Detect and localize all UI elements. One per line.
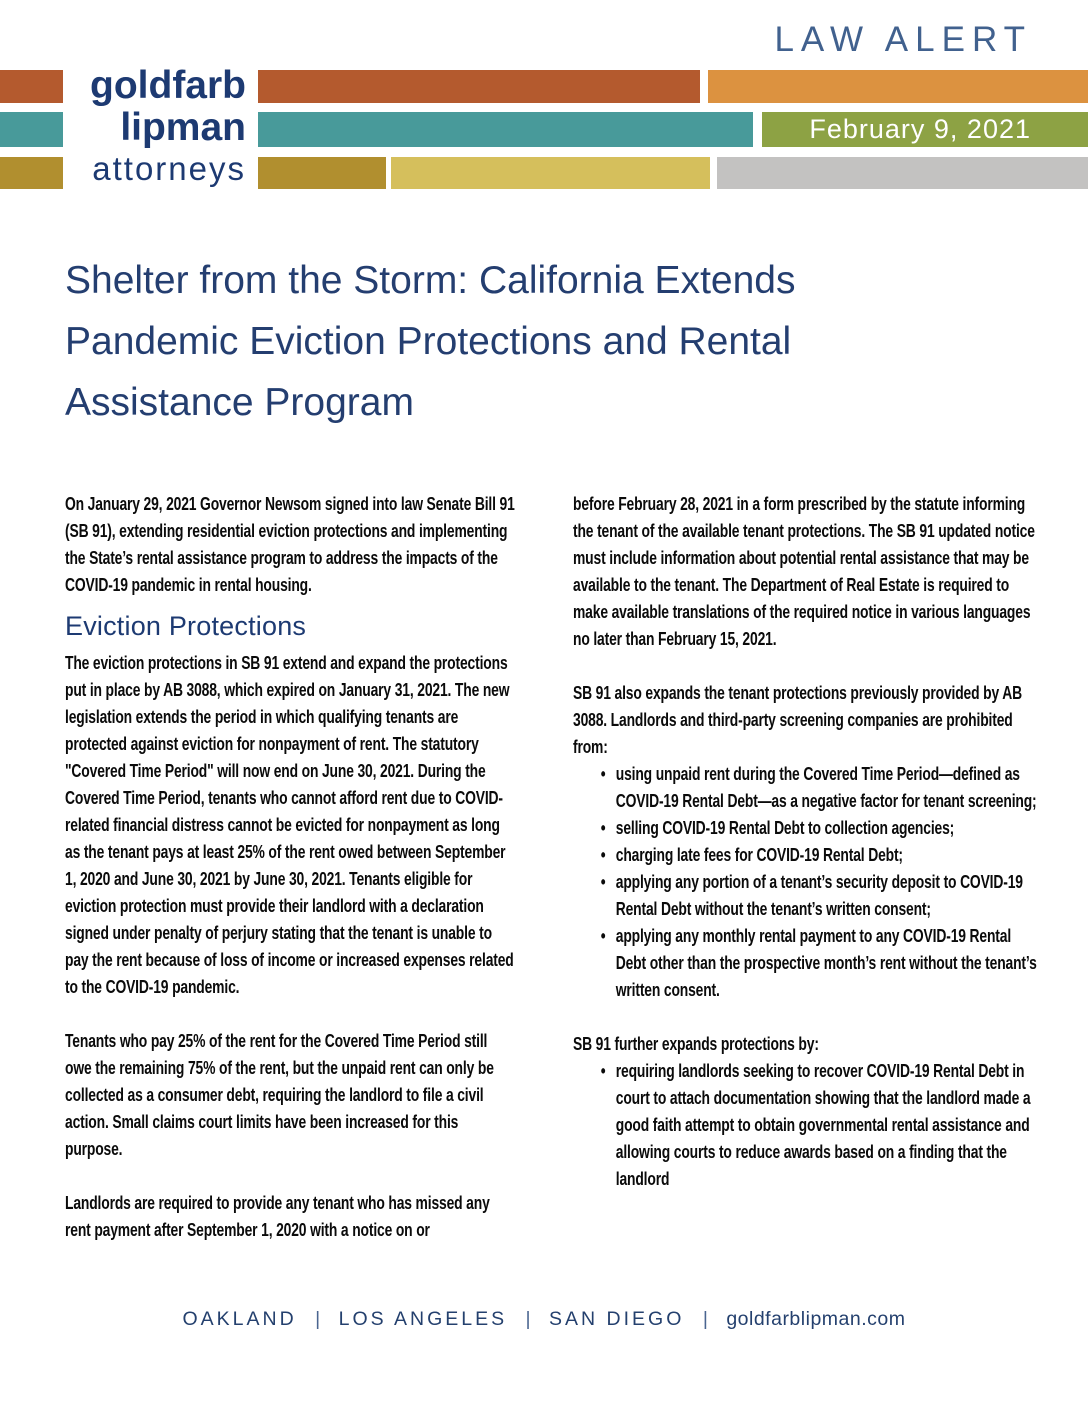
landlords-notice-paragraph: Landlords are required to provide any tenant who has missed any rent payment after September 1, 2020 with a notice on or [65, 1192, 490, 1240]
prohibited-actions-list [573, 760, 1038, 1003]
list-item: • applying any monthly rental payment to any COVID-19 Rental Debt other than the prospective month’s rent without the tenant’s written consent. [616, 922, 1038, 1003]
masthead-bar-olive-date [762, 112, 1088, 147]
issue-date: February 9, 2021 [809, 114, 1031, 144]
footer-separator: | [525, 1308, 531, 1330]
eviction-protections-paragraph: The eviction protections in SB 91 extend and expand the protections put in place by AB 3088, which expired on January 31, 2021. The new legislation extends the period in which qualifying tenants are protected against eviction for nonpayment of rent. The statutory "Covered Time Period" will now end on June 30, 2021. During the Covered Time Period, tenants who cannot afford rent due to COVID-related financial distress cannot be evicted for nonpayment as long as the tenant pays at least 25% of the rent owed between September 1, 2020 and June 30, 2021 by June 30, 2021. Tenants eligible for eviction protection must provide their landlord with a declaration signed under penalty of perjury stating that the tenant is unable to pay the rent because of loss of income or increased expenses related to the COVID-19 pandemic. [65, 652, 514, 997]
list-item: • using unpaid rent during the Covered Time Period—defined as COVID-19 Rental Debt—as a negative factor for tenant screening; [616, 760, 1038, 814]
masthead-block-rust [0, 70, 63, 103]
footer-separator: | [702, 1308, 708, 1330]
masthead-bar-rust [258, 70, 700, 103]
masthead-bar-teal [258, 112, 753, 147]
right-column [573, 490, 1088, 1219]
masthead-bar-gray [717, 157, 1088, 189]
further-expands-intro: SB 91 further expands protections by: [573, 1033, 819, 1054]
logo-word-goldfarb: goldfarb [90, 64, 246, 107]
footer-separator: | [315, 1308, 321, 1330]
footer-website: goldfarblipman.com [726, 1308, 906, 1330]
list-item: • requiring landlords seeking to recover COVID-19 Rental Debt in court to attach documentation showing that the landlord made a good faith attempt to obtain governmental rental assistance and allowing courts to reduce awards based on a finding that the landlord [616, 1057, 1038, 1192]
article-title-line-2: Pandemic Eviction Protections and Rental [65, 320, 792, 363]
article-title-line-3: Assistance Program [65, 381, 414, 424]
prohibited-from-intro: SB 91 also expands the tenant protections previously provided by AB 3088. Landlords and third-party screening companies are prohibited from: [573, 682, 1022, 757]
tenants-pay-paragraph: Tenants who pay 25% of the rent for the Covered Time Period still owe the remaining 75% of the rent, but the unpaid rent can only be collected as a consumer debt, requiring the landlord to file a civil action. Small claims court limits have been increased for this purpose. [65, 1030, 494, 1159]
logo-word-attorneys: attorneys [92, 150, 246, 187]
footer-city-los-angeles: LOS ANGELES [338, 1308, 508, 1330]
section-heading-eviction-protections: Eviction Protections [65, 611, 307, 641]
law-alert-banner-title: LAW ALERT [774, 20, 1032, 59]
masthead-bar-gold-dark [258, 157, 386, 189]
footer [0, 1308, 1088, 1331]
masthead-block-gold [0, 157, 63, 189]
list-item: • selling COVID-19 Rental Debt to collection agencies; [616, 814, 1038, 841]
masthead-block-teal [0, 112, 63, 147]
intro-paragraph: On January 29, 2021 Governor Newsom signed into law Senate Bill 91 (SB 91), extending residential eviction protections and implementing the State’s rental assistance program to address the impacts of the COVID-19 pandemic in rental housing. [65, 493, 515, 595]
footer-city-san-diego: SAN DIEGO [549, 1308, 685, 1330]
masthead-bar-gold-light [391, 157, 710, 189]
list-item: • applying any portion of a tenant’s security deposit to COVID-19 Rental Debt without the tenant’s written consent; [616, 868, 1038, 922]
notice-form-paragraph: before February 28, 2021 in a form prescribed by the statute informing the tenant of the available tenant protections. The SB 91 updated notice must include information about potential rental assistance that may be available to the tenant. The Department of Real Estate is required to make available translations of the required notice in various languages no later than February 15, 2021. [573, 493, 1035, 649]
masthead-bar-orange [708, 70, 1088, 103]
article-title-line-1: Shelter from the Storm: California Extends [65, 259, 796, 302]
logo-word-lipman: lipman [120, 106, 246, 149]
article-title [65, 250, 795, 433]
further-protections-list [573, 1057, 1038, 1192]
footer-city-oakland: OAKLAND [182, 1308, 297, 1330]
list-item: • charging late fees for COVID-19 Rental Debt; [616, 841, 1038, 868]
